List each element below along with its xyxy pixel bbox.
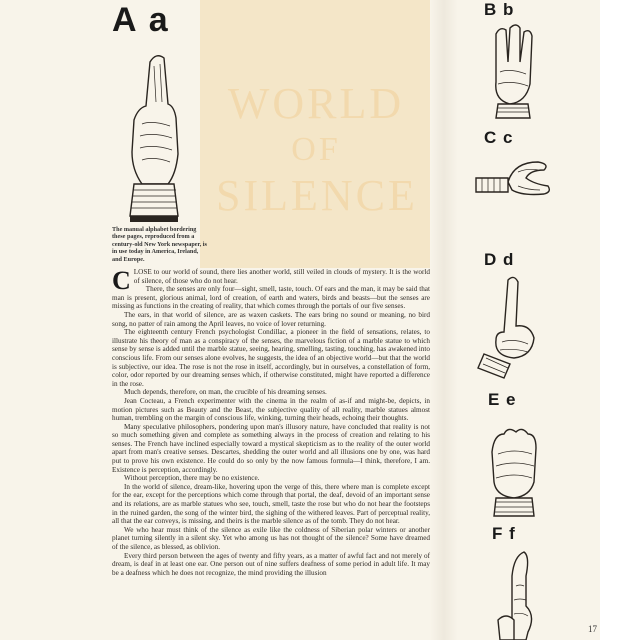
page-edge bbox=[600, 0, 640, 640]
image-caption: The manual alphabet bordering these pages, reproduced from a century-old New York newspaper, is in use today in America, Ireland, and Europe. bbox=[112, 226, 207, 263]
hand-sign-e-icon bbox=[478, 412, 548, 522]
article-title bbox=[216, 78, 416, 222]
paragraph-8: Without perception, there may be no existence. bbox=[124, 474, 260, 483]
title-line-2: OF bbox=[291, 131, 341, 168]
drop-cap: C bbox=[112, 266, 131, 295]
hand-sign-c-icon bbox=[468, 152, 568, 212]
paragraph-2: There, the senses are only four—sight, smell, taste, touch. Of ears and the man, it may be said that man is present, glorious animal, lord of creation, of earth and waters, birds and beasts—but the senses are missing as functions in the creating of reality, that which comes through the portals of our five senses. bbox=[112, 285, 430, 311]
letter-e-label: E e bbox=[488, 390, 517, 409]
paragraph-10: We who hear must think of the silence as exile like the coldness of Siberian polar winters or another planet turning silently in a silent sky. Yet who among us has not thought of the silence? Some have dreamed of the silence, as blessed, as oblivion. bbox=[112, 525, 430, 551]
paragraph-9: In the world of silence, dream-like, hovering upon the verge of this, there where man is complete except for the ear, except for the perceptions which come through that portal, the deaf, devoid of an important sense and its relations, are as marble statues who see, touch, smell, taste the rose but who do not hear the footsteps in the ruined garden, the song of the winter bird, the sighing of the withered leaves. Part of perceptual reality, all that the ear conveys, is missing, and theirs is the marble silence as of the tomb. They do not hear. bbox=[112, 482, 430, 526]
letter-b-label: B b bbox=[484, 0, 515, 19]
paragraph-6: Jean Cocteau, a French experimenter with the cinema in the realm of as-if and might-be, depicts, in motion pictures such as Beauty and the Beast, the subjective quality of all reality, marble statues almost human, trembling on the margin of conscious life, winking, turning their heads, echoing their thoughts. bbox=[112, 396, 430, 423]
letter-d-label: D d bbox=[484, 250, 515, 269]
title-line-1: WORLD bbox=[227, 79, 405, 128]
hand-sign-d-icon bbox=[474, 272, 554, 382]
hand-sign-a-icon bbox=[112, 44, 202, 229]
paragraph-7: Many speculative philosophers, pondering upon man's illusory nature, have concluded that reality is not so much something given and complete as something always in the process of creation and relating to his senses. The French have inclined especially toward a mystical skepticism as to the reality of the outer world apart from man's creative senses. Descartes, shedding the outer world and all illusions one by one, was hard put to prove his own existence. He could do so only by the now famous formula—I think, therefore, I am. Existence is perception, accordingly. bbox=[112, 422, 430, 474]
hand-sign-b-icon bbox=[478, 22, 548, 122]
paragraph-3: The ears, in that world of silence, are as waxen caskets. The ears bring no sound or meaning, no bird song, no patter of rain among the April leaves, no voice of lover returning. bbox=[112, 310, 430, 328]
letter-c-label: C c bbox=[484, 128, 514, 147]
article-body bbox=[112, 268, 430, 577]
title-panel bbox=[200, 0, 430, 268]
paragraph-11: Every third person between the ages of twenty and fifty years, as a matter of awful fact and not merely of dream, is deaf in at least one ear. One person out of nine suffers deafness of some period in adult life. It may be a deafness which he does not recognize, the mind providing the illusion bbox=[112, 551, 430, 577]
hand-sign-f-icon bbox=[476, 546, 556, 640]
title-line-3: SILENCE bbox=[216, 171, 418, 220]
paragraph-4: The eighteenth century French psychologist Condillac, a pioneer in the field of sensations, relates, to illustrate his theory of man as a conspiracy of the senses, the marvelous fiction of a marble statue to which sense by sense is added until the marble statue, seeing, hearing, smelling, tasting, touching, has awakened into conscious life. From our senses alone evolves, he suggests, the idea of an objective world—but that the world is subjective, our idea. The rose is not the rose in itself, accordingly, but in ourselves, a constellation of form, color, odor reported by our dreaming senses which, if otherwise constituted, might have reported a difference in the rose. bbox=[112, 328, 430, 388]
paragraph-1: CLOSE to our world of sound, there lies another world, still veiled in clouds of mystery. It is the world of silence, of those who do not hear. bbox=[112, 266, 430, 295]
page-number: 17 bbox=[588, 624, 597, 634]
paragraph-5: Much depends, therefore, on man, the crucible of his dreaming senses. bbox=[124, 388, 327, 397]
gutter-shadow bbox=[430, 0, 458, 640]
hero-letter-label: A a bbox=[112, 1, 170, 39]
letter-f-label: F f bbox=[492, 524, 516, 543]
